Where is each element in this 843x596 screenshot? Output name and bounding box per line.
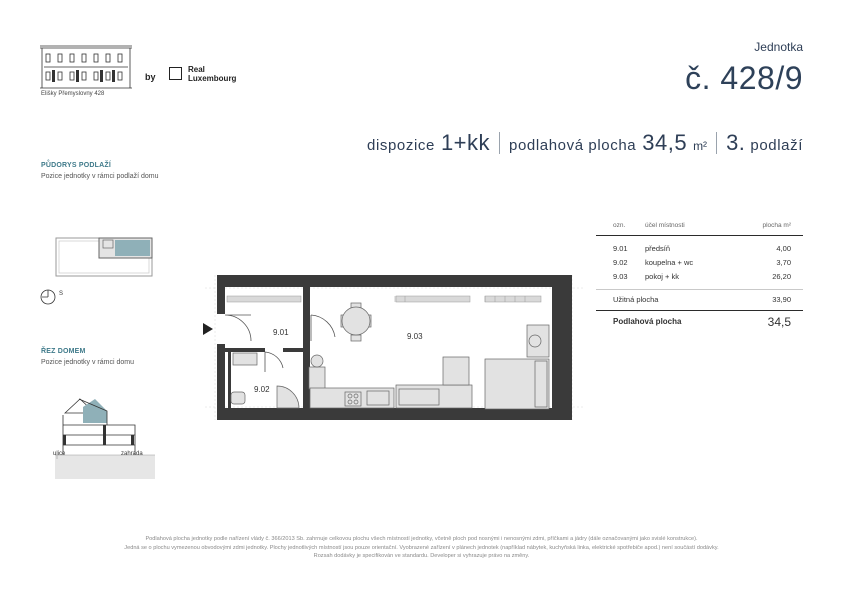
section-title: ŘEZ DOMEM (41, 348, 86, 355)
table-row (596, 258, 803, 272)
header-id: ozn. (613, 222, 626, 229)
by-label: by (145, 72, 156, 82)
unit-label: Jednotka (754, 40, 803, 54)
area-unit: m² (693, 139, 708, 153)
developer-name-line1: Real (188, 65, 205, 74)
row-name: koupelna + wc (645, 258, 694, 267)
header-area: plocha m² (762, 222, 791, 229)
section-subtitle: Pozice jednotky v rámci domu (41, 359, 134, 366)
unit-number: č. 428/9 (685, 60, 803, 96)
area-label: podlahová plocha (509, 137, 637, 154)
floor-key-plan (55, 233, 155, 278)
project-caption: Elišky Přemyslovny 428 (41, 91, 105, 97)
usable-area-row (596, 295, 803, 309)
area-value: 34,5 (642, 130, 688, 155)
row-name: pokoj + kk (645, 272, 679, 281)
room-label-9-02: 9.02 (254, 385, 270, 394)
layout-value: 1+kk (440, 130, 491, 155)
compass-label: S (59, 291, 64, 297)
floorplan-section-title: PŮDORYS PODLAŽÍ (41, 162, 112, 169)
layout-label: dispozice (367, 137, 435, 154)
entrance-arrow-icon (203, 323, 213, 335)
floor-area-label: Podlahová plocha (613, 317, 682, 326)
floor-value: 3. (726, 130, 746, 155)
row-area: 4,00 (776, 244, 791, 253)
room-area-table (596, 222, 803, 331)
disclaimer-line: Rozsah dodávky je specifikován ve standardu. Developer si vyhrazuje právo na změny. (313, 553, 530, 559)
label-garden: zahrada (121, 451, 143, 457)
row-id: 9.02 (613, 258, 628, 267)
header-name: účel místnosti (645, 222, 685, 229)
developer-logo-mark (169, 67, 182, 80)
table-row (596, 272, 803, 286)
label-street: ulice (53, 451, 66, 457)
row-id: 9.01 (613, 244, 628, 253)
table-row (596, 244, 803, 258)
floorplan-section-subtitle: Pozice jednotky v rámci podlaží domu (41, 173, 159, 180)
summary-divider (499, 132, 500, 154)
summary-divider (716, 132, 717, 154)
developer-name-line2: Luxembourg (188, 74, 237, 83)
disclaimer-line: Podlahová plocha jednotky podle nařízení vlády č. 366/2013 Sb. zahrnuje celkovou plochu všech místností jednotky, včetně ploch pod nosnými i nenosnými zdmi, příčkami a jádry (dále označovanými jako svislé konstrukce). (145, 536, 698, 542)
floor-area-row (596, 317, 803, 331)
room-label-9-03: 9.03 (407, 332, 423, 341)
legal-disclaimer (20, 535, 823, 561)
floor-label: podlaží (750, 137, 803, 154)
unit-highlight (115, 240, 150, 256)
disclaimer-line: Jedná se o plochu vymezenou obvodovými zdmi jednotky. Plochy jednotlivých místností jsou pouze orientační. Vyobrazené zařízení v plánech jednotek (například nábytek, kuchyňská linka, elektrické spotřebiče apod.) není součástí dodávky. (124, 544, 719, 551)
room-label-9-01: 9.01 (273, 328, 289, 337)
table-header (596, 222, 803, 236)
building-cross-section (55, 395, 155, 483)
floor-area-value: 34,5 (767, 315, 791, 329)
usable-area-value: 33,90 (772, 295, 791, 304)
usable-area-label: Užitná plocha (613, 295, 659, 304)
row-area: 3,70 (776, 258, 791, 267)
compass-icon (38, 287, 66, 307)
row-area: 26,20 (772, 272, 791, 281)
row-id: 9.03 (613, 272, 628, 281)
unit-summary (367, 130, 803, 156)
unit-floor-plan (205, 275, 585, 420)
row-name: předsíň (645, 244, 671, 253)
